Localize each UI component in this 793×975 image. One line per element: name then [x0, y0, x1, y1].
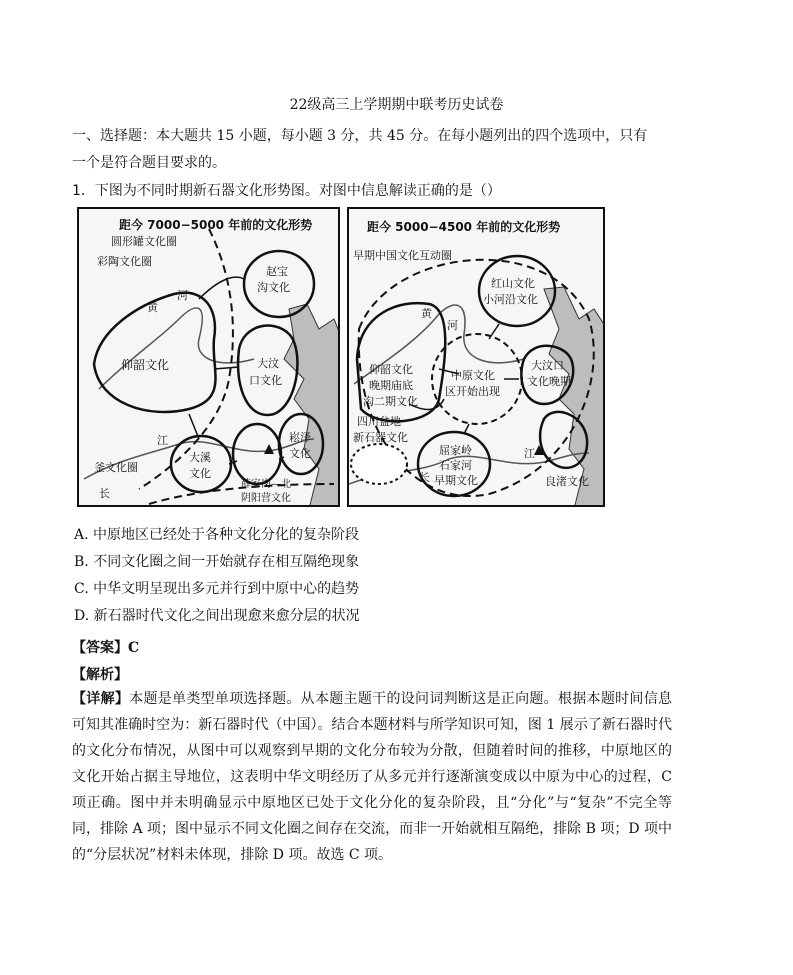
- label-caitao: 彩陶文化圈: [97, 255, 152, 268]
- label-fu: 釜文化圈: [94, 461, 138, 474]
- label-xuejiagang-2: 阴阳营文化: [241, 493, 291, 504]
- section-header-line1: 一、选择题：本大题共 15 小题，每小题 3 分，共 45 分。在每小题列出的四个选项中，只有: [72, 128, 648, 144]
- label-yangshao-1: 仰韶文化: [369, 363, 413, 376]
- label-hongshan-2: 小河沿文化: [483, 293, 538, 306]
- answer-value: C: [128, 640, 140, 656]
- label-zhaobao-2: 沟文化: [257, 281, 290, 294]
- daxi-region: [171, 436, 231, 492]
- label-zhongyuan-2: 区开始出现: [445, 385, 500, 398]
- sea-area: [544, 287, 605, 507]
- arrow-4: [464, 424, 469, 434]
- label-liangzhu: 良渚文化: [545, 475, 589, 488]
- label-qujialing-3: 早期文化: [434, 474, 478, 487]
- arrow-1: [199, 277, 244, 299]
- arrow-3: [189, 414, 199, 439]
- map-left-title: 距今 7000−5000 年前的文化形势: [119, 218, 313, 232]
- map-left: [77, 207, 340, 507]
- detail-paragraph: [72, 686, 672, 868]
- sea-area: [284, 304, 340, 507]
- label-dawenkou-1: 大汶: [257, 357, 279, 370]
- map-right: [347, 207, 605, 507]
- label-chang: 长: [419, 471, 430, 484]
- option-d: D. 新石器时代文化之间出现愈来愈分层的状况: [74, 608, 360, 624]
- label-songze-2: 文化: [289, 447, 311, 460]
- label-hongshan-1: 红山文化: [491, 277, 535, 290]
- label-sichuan-2: 新石器文化: [353, 431, 408, 444]
- label-jiang: 江: [157, 434, 168, 447]
- question-stem: 1．下图为不同时期新石器文化形势图。对图中信息解读正确的是（）: [72, 183, 501, 199]
- label-he: 河: [447, 319, 458, 332]
- arrow-2: [489, 324, 499, 339]
- map-right-title: 距今 5000−4500 年前的文化形势: [367, 220, 561, 234]
- label-dawenkou-1: 大汶口: [531, 359, 564, 372]
- label-zaoqi: 早期中国文化互动圈: [353, 249, 452, 262]
- label-chang: 长: [99, 487, 110, 500]
- answer-label: 【答案】: [72, 640, 128, 656]
- label-qujialing-2: 石家河: [439, 459, 472, 472]
- site-marker: [264, 444, 274, 454]
- label-qujialing-1: 屈家岭: [439, 444, 472, 457]
- label-zhaobao-1: 赵宝: [266, 265, 288, 278]
- label-zhongyuan-1: 中原文化: [451, 369, 495, 382]
- label-dawenkou-2: 文化晚期: [527, 375, 571, 388]
- page-title: 22级高三上学期期中联考历史试卷: [289, 97, 504, 113]
- detail-label: 【详解】: [72, 691, 130, 707]
- maps-figure: [77, 207, 605, 508]
- label-daxi-1: 大溪: [189, 451, 211, 464]
- option-c: C. 中华文明呈现出多元并行到中原中心的趋势: [74, 581, 360, 597]
- label-yangshao-3: 沟二期文化: [363, 395, 418, 408]
- arrow-2: [214, 367, 239, 369]
- option-b: B. 不同文化圈之间一开始就存在相互隔绝现象: [74, 554, 360, 570]
- label-songze-1: 崧泽: [289, 431, 311, 444]
- label-yuanxingguan: 圆形罐文化圈: [111, 235, 177, 248]
- hongshan-region: [479, 256, 555, 326]
- sichuan-region: [351, 444, 407, 484]
- option-a: A. 中原地区已经处于各种文化分化的复杂阶段: [74, 527, 360, 543]
- label-he: 河: [177, 289, 188, 302]
- label-dawenkou-2: 口文化: [249, 374, 282, 387]
- label-huang: 黄: [421, 307, 432, 320]
- label-daxi-2: 文化: [189, 467, 211, 480]
- map-right-drawing: [349, 209, 605, 507]
- dawenkou-region: [238, 326, 297, 415]
- section-header-line2: 一个是符合题目要求的。: [72, 155, 226, 171]
- map-left-drawing: [79, 209, 340, 507]
- label-jiang: 江: [524, 447, 535, 460]
- detail-text: 本题是单类型单项选择题。从本题主题干的设问词判断这是正向题。根据本题时间信息可知其准确时空为：新石器时代（中国）。结合本题材料与所学知识可知，图 1 展示了新石器时代的文化分布情况，从图中可以观察到早期的文化分布较为分散，但随着时间的推移，中原地区的文化开始占据主导地位，这表明中华文明经历了从多元并行逐渐演变成以中原为中心的过程，C 项正确。图中并未明确显示中原地区已处于文化分化的复杂阶段，且“分化”与“复杂”不完全等同，排除 A 项；图中显示不同文化圈之间存在交流，而非一开始就相互隔绝，排除 B 项；D 项中的“分层状况”材料未体现，排除 D 项。故选 C 项。: [72, 691, 672, 863]
- label-xuejiagang-1: 薛家岗—北: [241, 479, 291, 490]
- answer-line: [72, 637, 139, 657]
- analysis-label: 【解析】: [72, 667, 128, 683]
- label-yangshao: 仰韶文化: [121, 358, 170, 372]
- label-yangshao-2: 晚期庙底: [369, 379, 413, 392]
- label-sichuan-1: 四川盆地: [357, 415, 401, 428]
- label-huang: 黄: [147, 301, 158, 314]
